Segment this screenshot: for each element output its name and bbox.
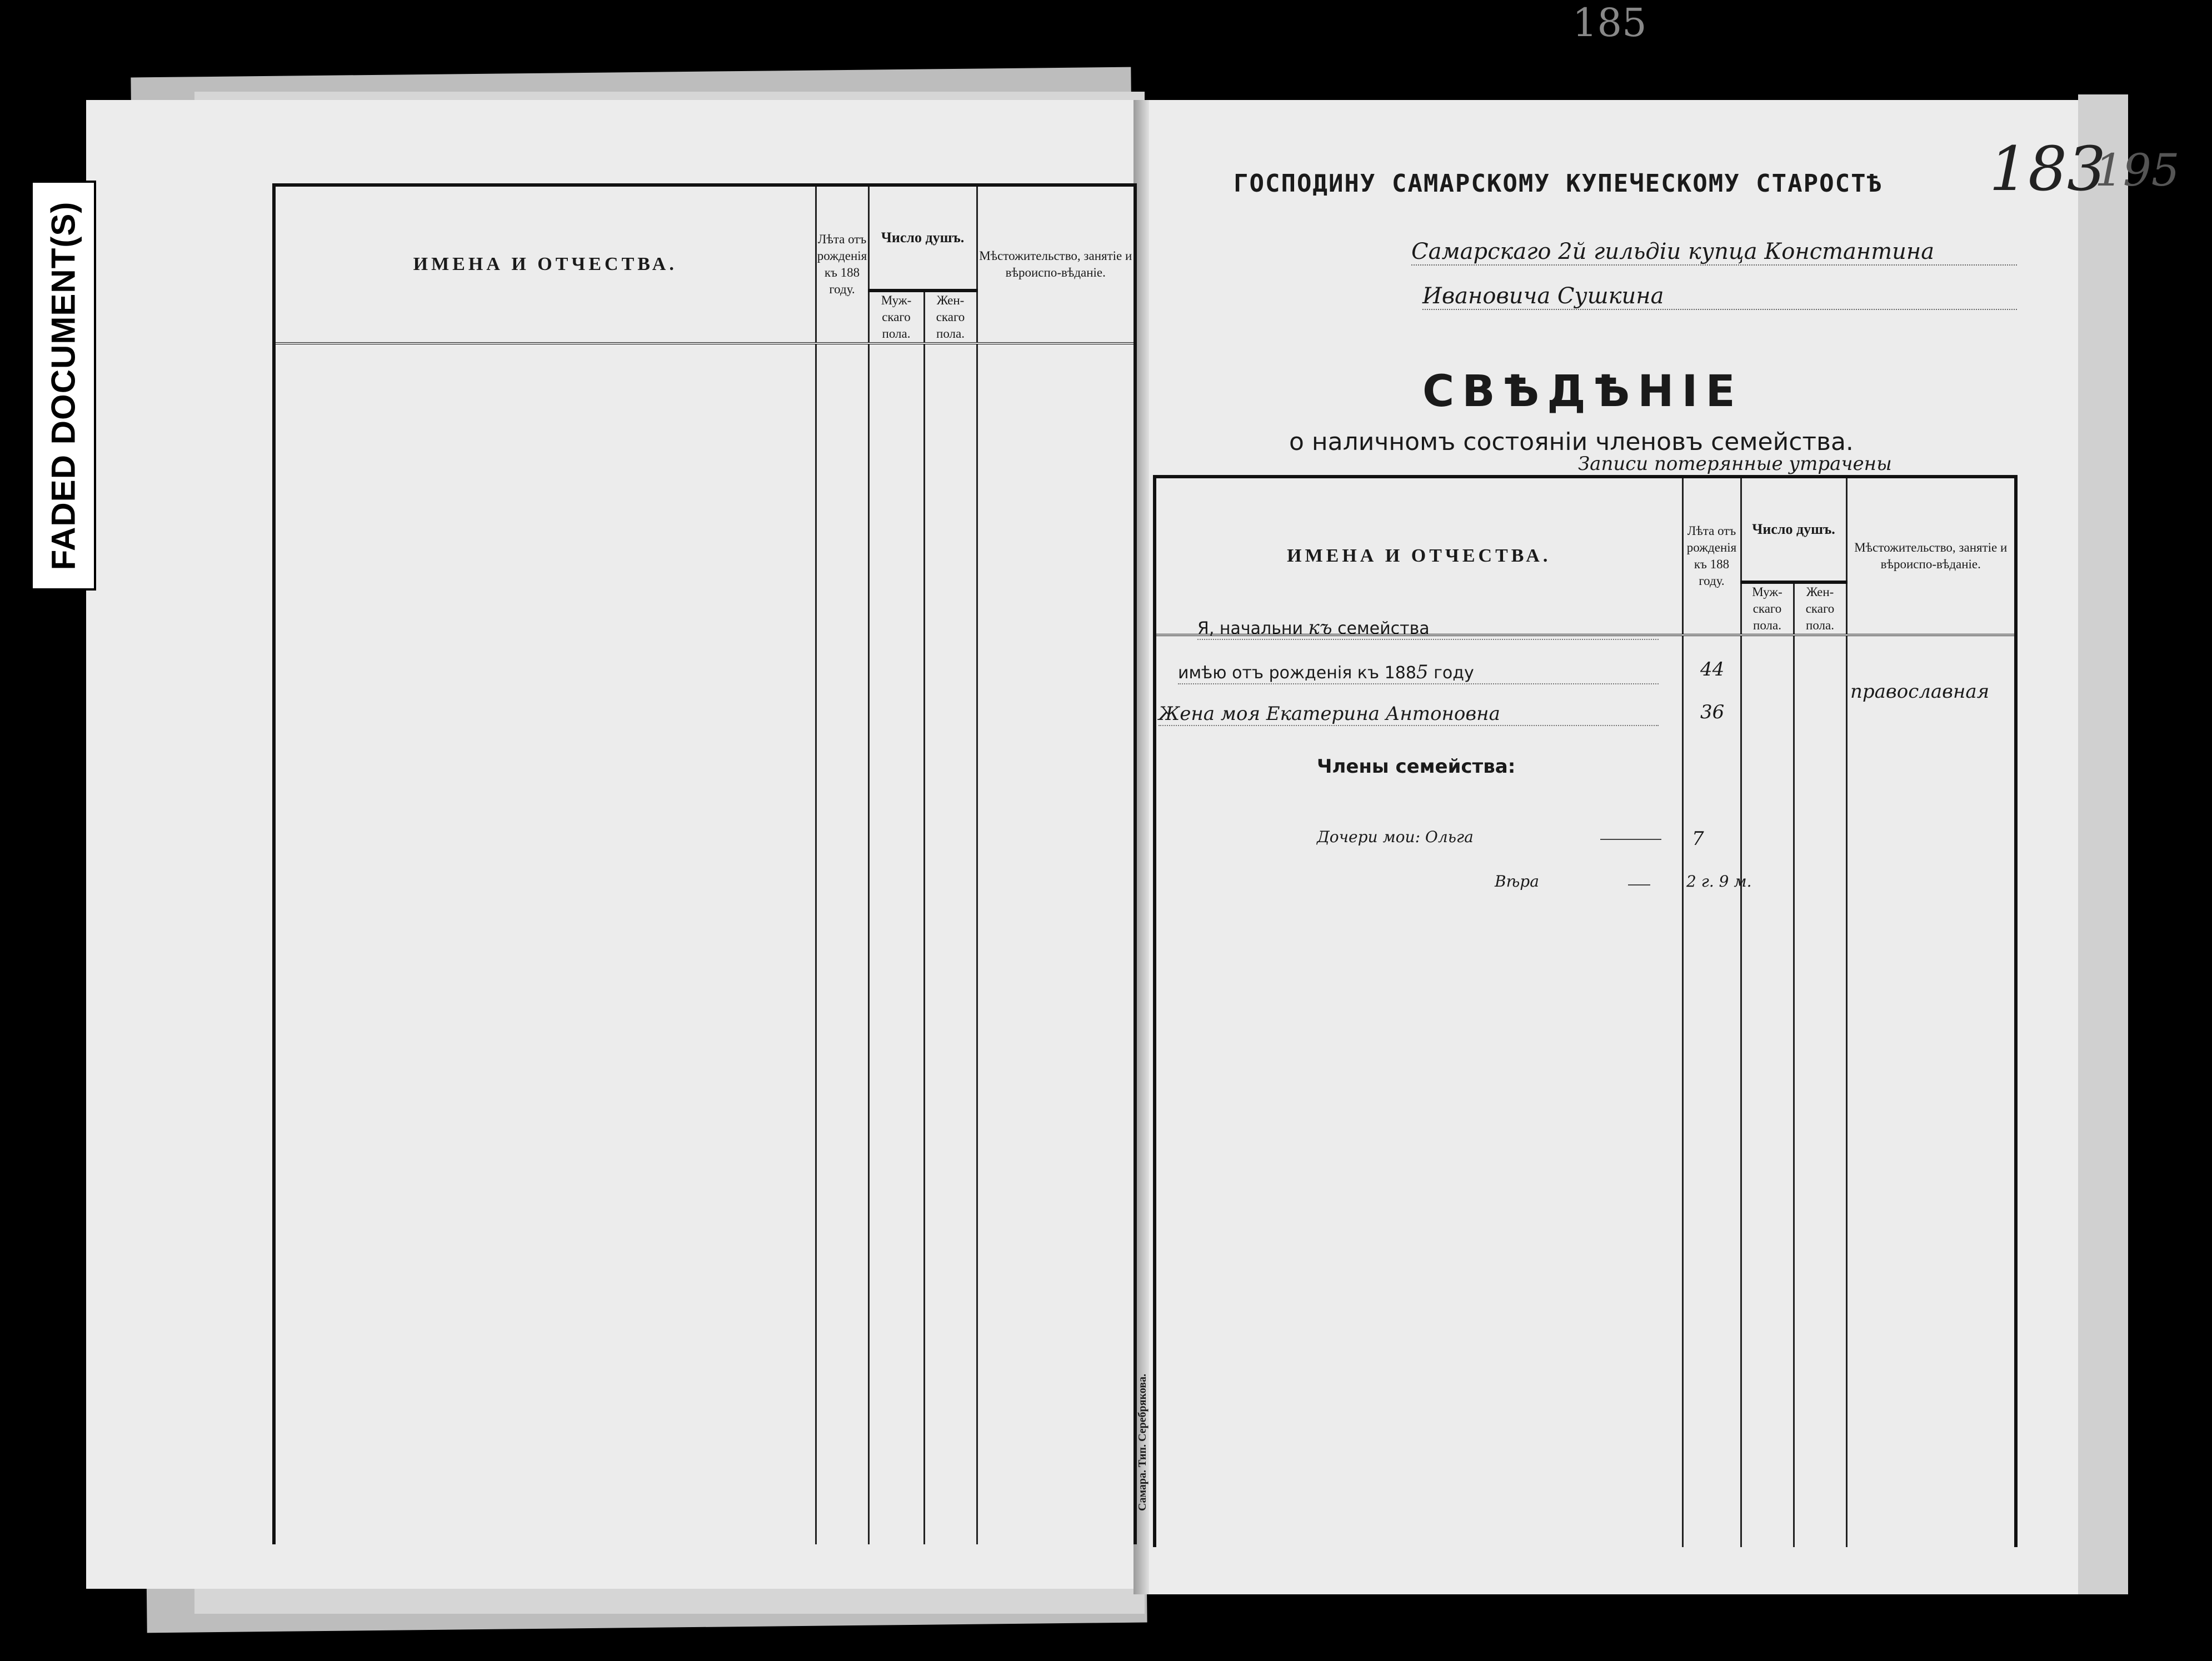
document-subtitle: о наличномъ состояніи членовъ семейства. <box>1289 428 1854 456</box>
wife-line: Жена моя Екатерина Антоновна <box>1159 703 1659 726</box>
birth-year-line: имѣю отъ рожденія къ 1885 году <box>1178 661 1659 684</box>
left-col-names: ИМЕНА И ОТЧЕСТВА. <box>274 185 816 343</box>
right-table-body <box>1155 635 2016 1547</box>
age-head: 44 <box>1700 658 1725 681</box>
addressee-heading: ГОСПОДИНУ САМАРСКОМУ КУПЕЧЕСКОМУ СТАРОСТѢ <box>1234 169 1883 198</box>
document-title: СВѢДѢНІЕ <box>1422 367 1743 417</box>
right-col-souls: Число душъ. <box>1741 477 1846 582</box>
left-col-age: Лѣта отъ рожденія къ 188 году. <box>816 185 868 343</box>
right-col-residence: Мѣстожительство, занятіе и вѣроиспо-вѣданіе. <box>1846 477 2016 635</box>
top-archive-number: 185 <box>1572 0 1647 46</box>
family-members-label: Члены семейства: <box>1317 756 1516 778</box>
age-daughter: 7 <box>1692 828 1704 850</box>
left-col-souls: Число душъ. <box>868 185 977 291</box>
faded-documents-badge <box>31 181 96 591</box>
right-col-male: Муж-скаго пола. <box>1741 582 1794 635</box>
left-col-female: Жен-скаго пола. <box>924 291 977 343</box>
left-table-body <box>274 343 1135 1544</box>
left-col-male: Муж-скаго пола. <box>868 291 924 343</box>
head-of-family-line: Я, начальни къ семейства <box>1197 617 1659 640</box>
daughter2-line: Вѣра <box>1495 872 1539 890</box>
daughter-dash <box>1600 839 1661 840</box>
birth-year-handwritten: 5 <box>1416 661 1429 683</box>
daughter2-dash <box>1628 884 1650 885</box>
folio-number-side: 195 <box>2095 144 2180 196</box>
age-wife: 36 <box>1700 701 1725 723</box>
right-page-edges <box>2078 94 2128 1594</box>
subtitle-handwritten-note: Записи потерянные утрачены <box>1578 453 1892 475</box>
left-col-residence: Мѣстожительство, занятіе и вѣроиспо-вѣданіе. <box>977 185 1135 343</box>
right-col-names: ИМЕНА И ОТЧЕСТВА. <box>1155 477 1682 635</box>
merchant-line-2: Ивановича Сушкина <box>1422 283 2017 310</box>
folio-number: 183 <box>1989 133 2106 204</box>
badge-label: FADED DOCUMENT(S) <box>44 201 82 570</box>
right-col-age: Лѣта отъ рожденія къ 188 году. <box>1682 477 1741 635</box>
merchant-line-1: Самарскаго 2й гильдіи купца Константина <box>1411 239 2017 266</box>
printer-imprint: Самара. Тип. Серебрякова. <box>1136 1373 1149 1511</box>
daughter-line: Дочери мои: Ольга <box>1317 828 1474 846</box>
left-family-table <box>272 183 1137 1544</box>
religion-entry: православная <box>1850 681 1990 703</box>
age-daughter2: 2 г. 9 м. <box>1686 872 1752 890</box>
right-col-female: Жен-скаго пола. <box>1794 582 1846 635</box>
head-handwritten: къ <box>1308 617 1332 639</box>
